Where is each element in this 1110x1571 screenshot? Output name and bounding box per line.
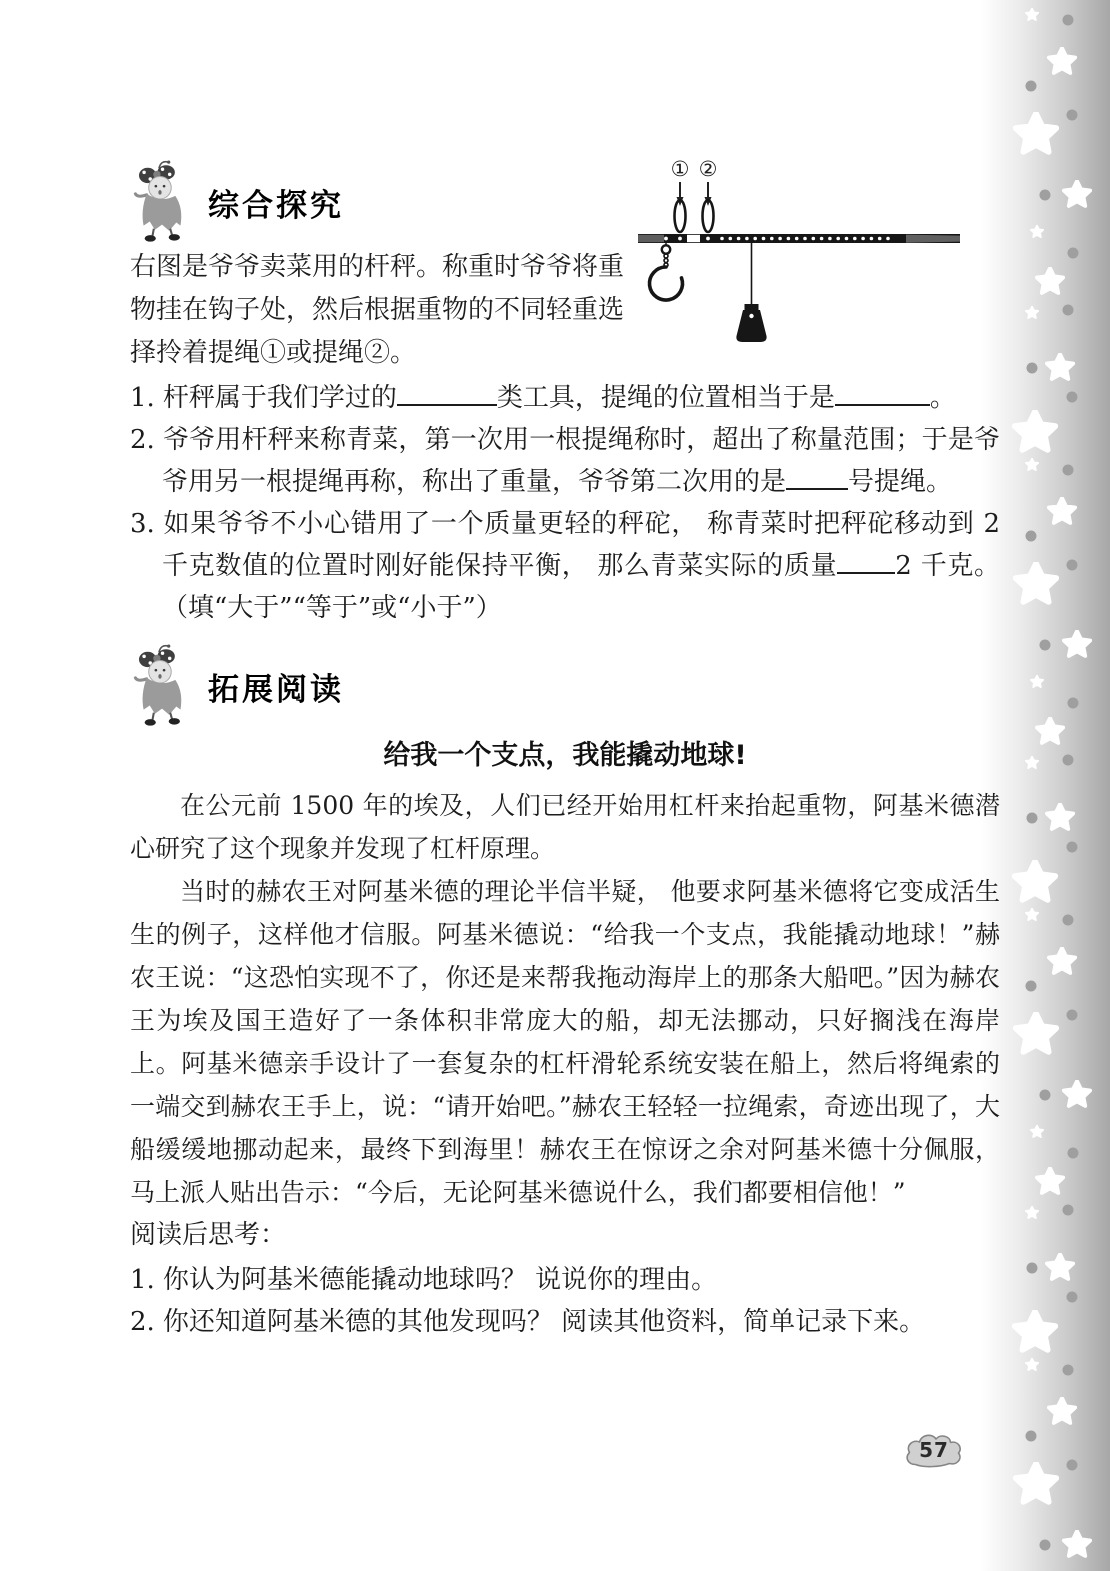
dot-icon	[1067, 1010, 1078, 1021]
star-icon	[1026, 8, 1038, 20]
star-icon	[1047, 804, 1074, 829]
weight-icon	[736, 243, 766, 342]
star-icon	[1064, 631, 1091, 656]
star-icon	[1026, 908, 1038, 920]
dot-icon	[1068, 248, 1079, 259]
star-icon	[1016, 1014, 1057, 1052]
section-explore-title: 综合探究	[208, 187, 344, 224]
dot-icon	[1063, 1205, 1074, 1216]
dot-icon	[1063, 15, 1074, 26]
scale-dot	[886, 237, 890, 241]
dot-icon	[1040, 640, 1051, 651]
page-number: 57	[919, 1438, 949, 1462]
question-item	[130, 377, 1000, 419]
dot-icon	[1027, 813, 1038, 824]
scale-dot	[778, 237, 782, 241]
page-number-cloud	[903, 1431, 965, 1473]
star-icon	[1031, 225, 1043, 237]
paragraph: 在公元前 1500 年的埃及，人们已经开始用杠杆来抬起重物，阿基米德潜心研究了这个现象并发现了杠杆原理。	[130, 791, 1000, 863]
scale-dot	[762, 237, 766, 241]
dot-icon	[1027, 363, 1038, 374]
dot-icon	[1063, 465, 1074, 476]
scale-dot	[828, 237, 832, 241]
scale-dot	[812, 237, 816, 241]
section-explore	[130, 158, 1000, 629]
dot-icon	[1040, 1540, 1051, 1551]
question-number: 1.	[130, 383, 155, 413]
star-icon	[1015, 1312, 1056, 1350]
dot-icon	[1068, 698, 1079, 709]
dot-icon	[1026, 531, 1037, 542]
question-text: 杆秤属于我们学过的	[162, 383, 397, 413]
scale-dot	[870, 237, 874, 241]
fill-blank	[786, 462, 848, 490]
article-body	[130, 784, 1000, 1214]
page-content	[130, 158, 1000, 1343]
question-text: 类工具，提绳的位置相当于是	[496, 383, 835, 413]
question-item	[130, 419, 1000, 503]
star-icon	[1049, 48, 1076, 73]
star-icon	[1026, 458, 1038, 470]
scale-dot	[787, 237, 791, 241]
dot-icon	[1067, 842, 1078, 853]
dot-icon	[1026, 81, 1037, 92]
paragraph: 当时的赫农王对阿基米德的理论半信半疑， 他要求阿基米德将它变成活生生的例子，这样他才信服。阿基米德说：“给我一个支点，我能撬动地球！”赫农王说：“这恐怕实现不了，你还是来帮我拖动海岸上的那条大船吧。”因为赫农王为埃及国王造好了一条体积非常庞大的船，却无法挪动，只好搁浅在海岸上。阿基米德亲手设计了一套复杂的杠杆滑轮系统安装在船上，然后将绳索的一端交到赫农王手上，说：“请开始吧。”赫农王轻轻一拉绳索，奇迹出现了，大船缓缓地挪动起来，最终下到海里！赫农王在惊讶之余对阿基米德十分佩服，马上派人贴出告示：“今后，无论阿基米德说什么，我们都要相信他！”	[130, 877, 1000, 1207]
section-reading-title: 拓展阅读	[208, 671, 344, 708]
mascot-icon	[130, 641, 192, 731]
scale-dot	[836, 237, 840, 241]
scale-dot	[820, 237, 824, 241]
question-text: 爷爷用杆秤来称青菜，第一次用一根提绳称时，超出了称量范围；于是爷爷用另一根提绳再称，称出了重量，爷爷第二次用的是	[162, 425, 1000, 497]
mascot-icon	[130, 157, 192, 247]
dot-icon	[1026, 981, 1037, 992]
fill-blank	[397, 378, 497, 406]
dot-icon	[1067, 392, 1078, 403]
scale-dot	[853, 237, 857, 241]
question-number: 2.	[130, 1307, 155, 1337]
star-icon	[1026, 1206, 1038, 1218]
scale-dot	[753, 237, 757, 241]
star-icon	[1026, 756, 1038, 768]
dot-icon	[1067, 1460, 1078, 1471]
scale-dot	[803, 237, 807, 241]
star-icon	[1064, 1531, 1091, 1556]
dot-icon	[1040, 1090, 1051, 1101]
scale-dot	[770, 237, 774, 241]
question-number: 3.	[130, 509, 155, 539]
star-icon	[1015, 412, 1056, 450]
question-item	[130, 503, 1000, 629]
star-icon	[1049, 948, 1076, 973]
dot-icon	[1040, 190, 1051, 201]
star-icon	[1015, 862, 1056, 900]
dot-icon	[1026, 1431, 1037, 1442]
explore-intro-text: 右图是爷爷卖菜用的杆秤。称重时爷爷将重物挂在钩子处，然后根据重物的不同轻重选择拎着提绳①或提绳②。	[130, 252, 625, 368]
star-icon	[1049, 1398, 1076, 1423]
question-text: 。	[929, 383, 956, 413]
question-text: 号提绳。	[848, 467, 953, 497]
scale-dot	[861, 237, 865, 241]
dot-icon	[1063, 755, 1074, 766]
scale-dot	[845, 237, 849, 241]
question-item	[130, 1259, 1000, 1301]
steelyard-figure	[630, 154, 1000, 363]
dot-icon	[1067, 560, 1078, 571]
rope-label-1: ①	[670, 157, 690, 181]
star-icon	[1031, 675, 1043, 687]
star-icon	[1026, 1358, 1038, 1370]
star-icon	[1047, 354, 1074, 379]
star-icon	[1016, 1464, 1057, 1502]
star-icon	[1049, 498, 1076, 523]
question-number: 2.	[130, 425, 155, 455]
question-text: 你认为阿基米德能撬动地球吗？ 说说你的理由。	[162, 1265, 718, 1295]
dot-icon	[1067, 1292, 1078, 1303]
article-title: 给我一个支点，我能撬动地球!	[383, 740, 747, 771]
star-icon	[1047, 1254, 1074, 1279]
question-text: 如果爷爷不小心错用了一个质量更轻的秤砣， 称青菜时把秤砣移动到 2 千克数值的位置时刚好能保持平衡， 那么青菜实际的质量	[162, 509, 1000, 581]
dot-icon	[1068, 1148, 1079, 1159]
explore-question-list	[130, 377, 1000, 629]
dot-icon	[1063, 1365, 1074, 1376]
hook-icon	[649, 243, 682, 300]
scale-dot	[729, 237, 733, 241]
reading-question-list	[130, 1259, 1000, 1343]
rope-label-2: ②	[698, 157, 718, 181]
dot-icon	[1067, 110, 1078, 121]
steelyard-beam	[638, 234, 960, 243]
dot-icon	[1063, 305, 1074, 316]
scale-dot	[720, 237, 724, 241]
dot-icon	[1063, 915, 1074, 926]
question-text: 2 千克。（填“大于”“等于”或“小于”）	[162, 551, 1000, 623]
star-icon	[1016, 114, 1057, 152]
star-icon	[1037, 268, 1064, 293]
reading-header	[130, 643, 1000, 729]
scale-dot	[737, 237, 741, 241]
star-icon	[1026, 306, 1038, 318]
star-icon	[1064, 181, 1091, 206]
star-icon	[1016, 564, 1057, 602]
scale-dot	[745, 237, 749, 241]
question-item	[130, 1301, 1000, 1343]
star-icon	[1031, 1125, 1043, 1137]
star-icon	[1037, 718, 1064, 743]
star-icon	[1037, 1168, 1064, 1193]
dot-icon	[1027, 1263, 1038, 1274]
fill-blank	[835, 378, 930, 406]
star-icon	[1064, 1081, 1091, 1106]
scale-dot	[878, 237, 882, 241]
fill-blank	[837, 546, 895, 574]
question-number: 1.	[130, 1265, 155, 1295]
scale-dot	[795, 237, 799, 241]
after-reading-label: 阅读后思考：	[130, 1220, 287, 1250]
section-reading	[130, 643, 1000, 1343]
question-text: 你还知道阿基米德的其他发现吗？ 阅读其他资料，简单记录下来。	[162, 1307, 926, 1337]
